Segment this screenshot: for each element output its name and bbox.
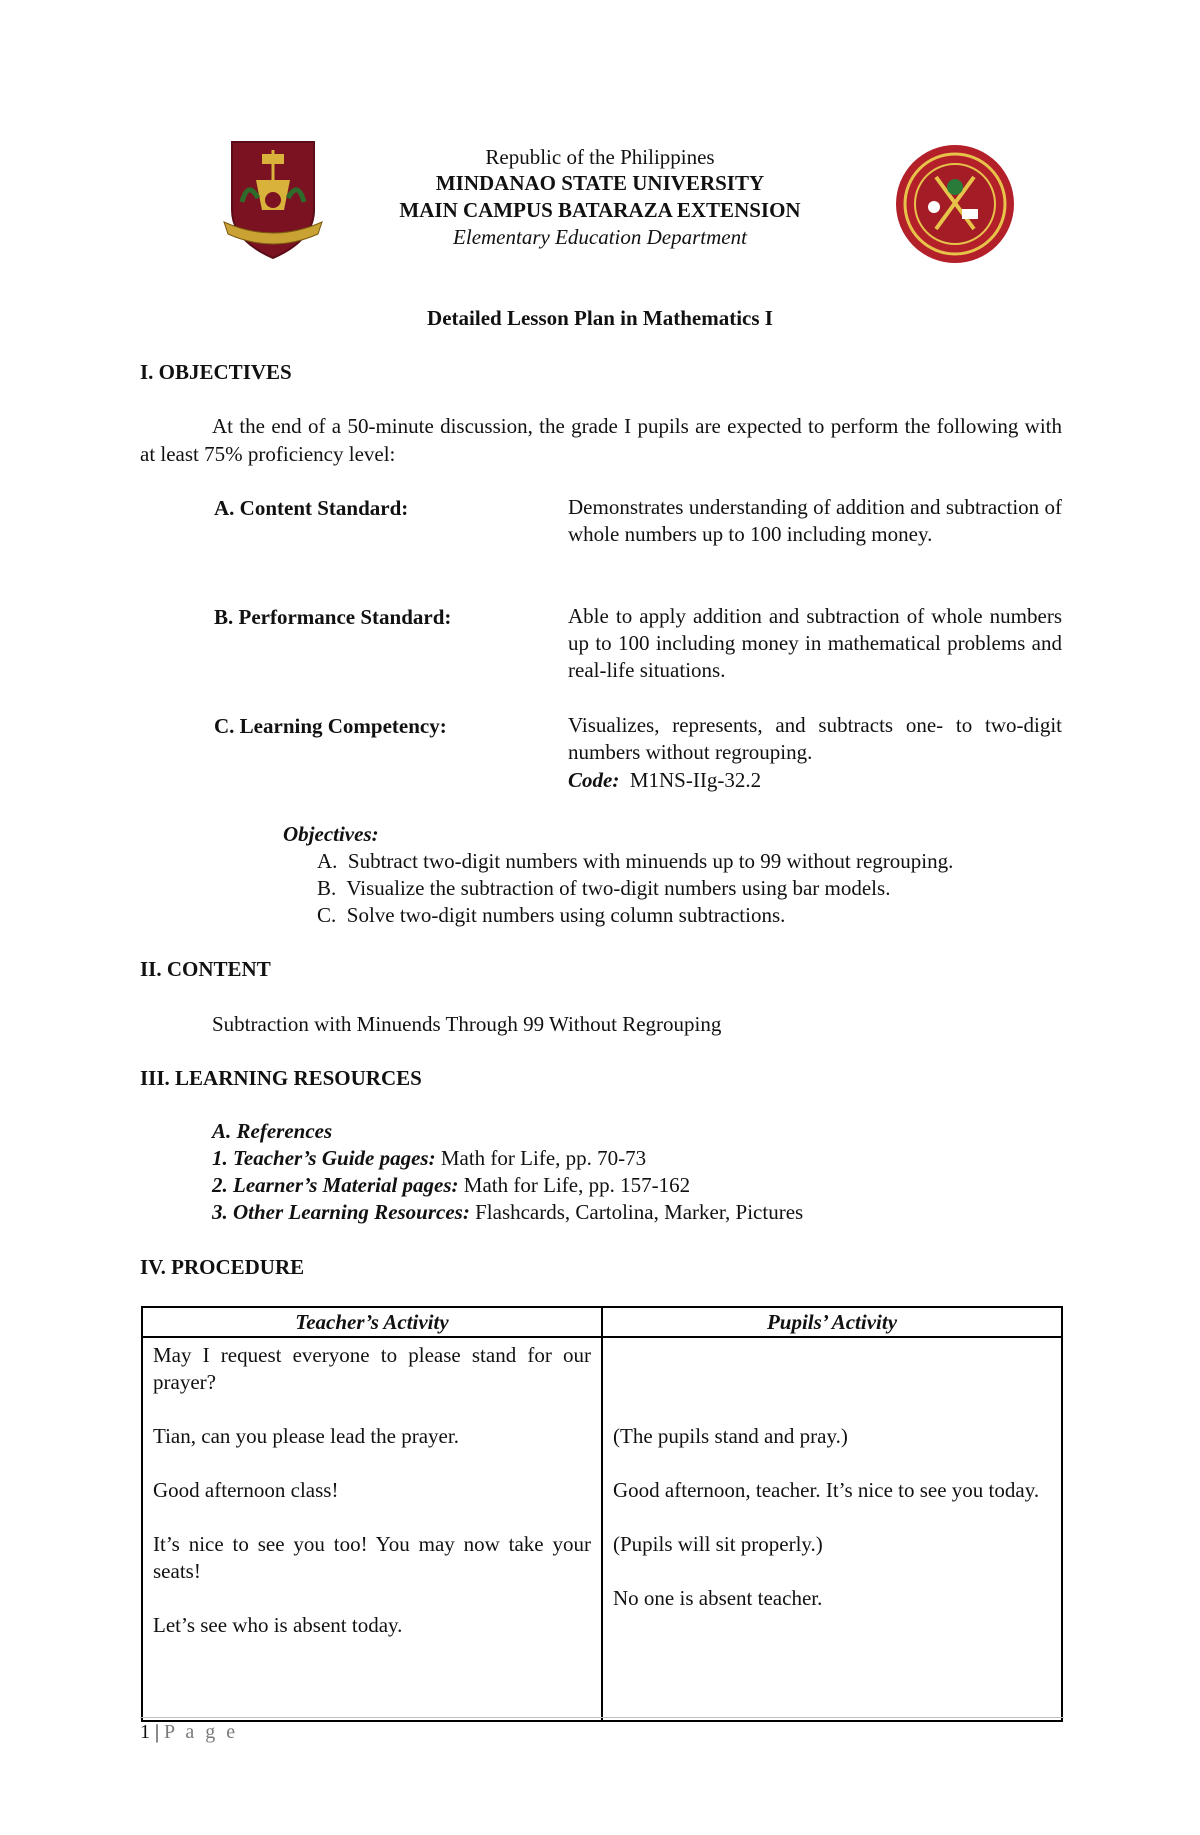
procedure-row <box>142 1337 1062 1721</box>
teacher-line: May I request everyone to please stand for our prayer? <box>153 1343 591 1394</box>
resources-heading: III. LEARNING RESOURCES <box>140 1066 422 1090</box>
resource-label: 2. Learner’s Material pages: <box>212 1173 459 1197</box>
pupil-line: (The pupils stand and pray.) <box>613 1424 848 1448</box>
page-label: P a g e <box>164 1721 239 1743</box>
objectives-intro: At the end of a 50-minute discussion, the grade I pupils are expected to perform the following with at least 75% proficiency level: <box>140 414 1062 466</box>
objective-letter: C. <box>317 903 337 927</box>
department-name: Elementary Education Department <box>453 225 747 249</box>
code-label: Code: <box>568 768 620 792</box>
republic-line: Republic of the Philippines <box>485 145 715 169</box>
pupil-line: No one is absent teacher. <box>613 1586 823 1610</box>
teacher-line: It’s nice to see you too! You may now take your seats! <box>153 1532 591 1583</box>
resource-value: Math for Life, pp. 70-73 <box>440 1146 647 1170</box>
learning-competency-value: Visualizes, represents, and subtracts one- to two-digit numbers without regrouping. <box>568 713 1062 764</box>
page-separator: | <box>155 1721 160 1743</box>
resource-item <box>212 1198 803 1226</box>
teacher-activity-cell <box>142 1337 602 1721</box>
resource-item <box>212 1171 690 1199</box>
content-heading: II. CONTENT <box>140 957 271 981</box>
references-label: A. References <box>212 1119 333 1143</box>
objectives-sublabel: Objectives: <box>283 822 379 846</box>
pupils-activity-header: Pupils’ Activity <box>602 1307 1062 1337</box>
resource-item <box>212 1144 646 1172</box>
objectives-heading: I. OBJECTIVES <box>140 360 292 384</box>
objective-text: Subtract two-digit numbers with minuends up to 99 without regrouping. <box>347 849 954 873</box>
pupil-line: Good afternoon, teacher. It’s nice to see you today. <box>613 1478 1040 1502</box>
performance-standard-label: B. Performance Standard: <box>214 605 452 629</box>
resource-value: Flashcards, Cartolina, Marker, Pictures <box>475 1200 804 1224</box>
performance-standard-value: Able to apply addition and subtraction of whole numbers up to 100 including money in mathematical problems and real-life situations. <box>568 604 1062 682</box>
procedure-heading: IV. PROCEDURE <box>140 1255 305 1279</box>
content-standard-label: A. Content Standard: <box>214 496 409 520</box>
teacher-line: Good afternoon class! <box>153 1478 339 1502</box>
objective-text: Visualize the subtraction of two-digit numbers using bar models. <box>346 876 891 900</box>
resource-value: Math for Life, pp. 157-162 <box>463 1173 691 1197</box>
teacher-activity-header: Teacher’s Activity <box>142 1307 602 1337</box>
objective-letter: B. <box>317 876 337 900</box>
teacher-line: Let’s see who is absent today. <box>153 1613 403 1637</box>
page-footer <box>140 1722 238 1742</box>
content-standard-value: Demonstrates understanding of addition and subtraction of whole numbers up to 100 including money. <box>568 495 1062 546</box>
objective-letter: A. <box>317 849 338 873</box>
page-number: 1 <box>140 1721 150 1743</box>
objective-item <box>317 901 785 929</box>
pupil-line: (Pupils will sit properly.) <box>613 1532 823 1556</box>
teacher-line: Tian, can you please lead the prayer. <box>153 1424 459 1448</box>
competency-code <box>568 766 761 794</box>
content-text: Subtraction with Minuends Through 99 Without Regrouping <box>212 1012 722 1036</box>
learning-competency-label: C. Learning Competency: <box>214 714 447 738</box>
pupils-activity-cell <box>602 1337 1062 1721</box>
code-value: M1NS-IIg-32.2 <box>629 768 762 792</box>
objective-item <box>317 874 890 902</box>
objective-text: Solve two-digit numbers using column subtractions. <box>346 903 786 927</box>
procedure-header-row <box>142 1307 1062 1337</box>
resource-label: 1. Teacher’s Guide pages: <box>212 1146 436 1170</box>
document-title: Detailed Lesson Plan in Mathematics I <box>427 306 773 330</box>
campus-name: MAIN CAMPUS BATARAZA EXTENSION <box>399 198 801 222</box>
university-name: MINDANAO STATE UNIVERSITY <box>435 171 765 195</box>
resource-label: 3. Other Learning Resources: <box>212 1200 470 1224</box>
procedure-table <box>141 1306 1063 1722</box>
footer-divider <box>140 1717 1064 1718</box>
objective-item <box>317 847 953 875</box>
